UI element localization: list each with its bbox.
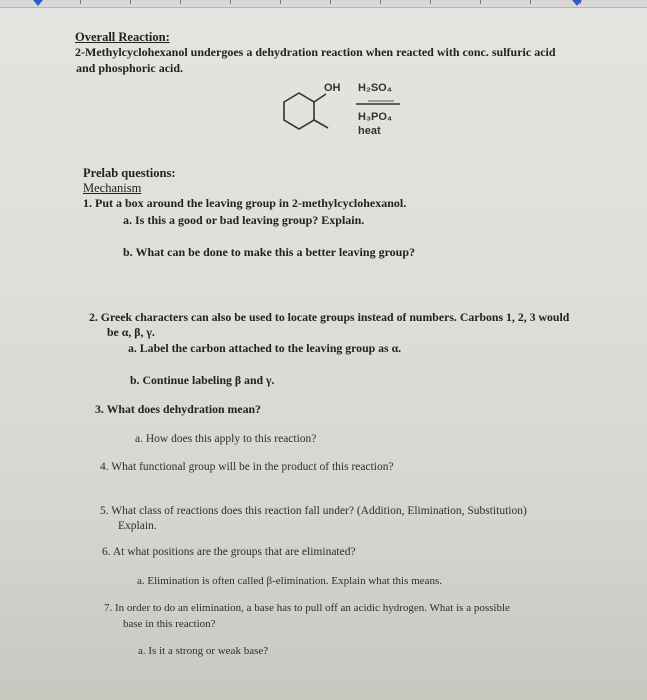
question-5: 5. What class of reactions does this reaction fall under? (Addition, Elimination, Substitution) (100, 505, 527, 517)
question-1: 1. Put a box around the leaving group in 2-methylcyclohexanol. (83, 196, 407, 210)
ruler-tick (80, 0, 81, 4)
question-6: 6. At what positions are the groups that are eliminated? (102, 546, 356, 558)
ruler (0, 0, 647, 8)
overall-line2: and phosphoric acid. (76, 61, 184, 75)
condition-label: heat (358, 125, 381, 137)
question-6a: a. Elimination is often called β-elimination. Explain what this means. (137, 575, 442, 587)
right-indent-marker[interactable] (572, 0, 582, 6)
question-7: 7. In order to do an elimination, a base has to pull off an acidic hydrogen. What is a possible (104, 602, 510, 614)
question-1a: a. Is this a good or bad leaving group? Explain. (123, 213, 365, 227)
question-2: 2. Greek characters can also be used to locate groups instead of numbers. Carbons 1, 2, 3 would (89, 310, 570, 324)
question-3: 3. What does dehydration mean? (95, 402, 261, 416)
reaction-arrow-icon (354, 99, 404, 107)
ruler-tick (180, 0, 181, 4)
question-4: 4. What functional group will be in the product of this reaction? (100, 461, 394, 473)
ruler-tick (430, 0, 431, 4)
ruler-tick (530, 0, 531, 4)
ruler-tick (230, 0, 231, 4)
question-2-cont: be α, β, γ. (107, 325, 155, 339)
reagent-top: H₂SO₄ (358, 82, 392, 94)
question-2b: b. Continue labeling β and γ. (130, 373, 275, 387)
question-7-cont: base in this reaction? (123, 618, 216, 630)
overall-heading: Overall Reaction: (75, 30, 170, 44)
reagent-bottom: H₃PO₄ (358, 111, 393, 123)
prelab-heading (83, 166, 176, 181)
overall-line1: 2-Methylcyclohexanol undergoes a dehydration reaction when reacted with conc. sulfuric acid (75, 45, 556, 59)
mechanism-heading: Mechanism (83, 181, 142, 195)
question-3a: a. How does this apply to this reaction? (135, 433, 317, 445)
ruler-tick (380, 0, 381, 4)
ruler-tick (480, 0, 481, 4)
ruler-tick (330, 0, 331, 4)
question-1b: b. What can be done to make this a better leaving group? (123, 245, 416, 259)
ruler-tick (280, 0, 281, 4)
oh-label: OH (324, 82, 341, 94)
indent-marker[interactable] (33, 0, 43, 6)
ruler-tick (130, 0, 131, 4)
question-2a: a. Label the carbon attached to the leaving group as α. (128, 341, 402, 355)
question-7a: a. Is it a strong or weak base? (138, 645, 269, 657)
question-5-cont: Explain. (118, 520, 157, 532)
prelab-heading-text: Prelab questions: (83, 166, 176, 180)
